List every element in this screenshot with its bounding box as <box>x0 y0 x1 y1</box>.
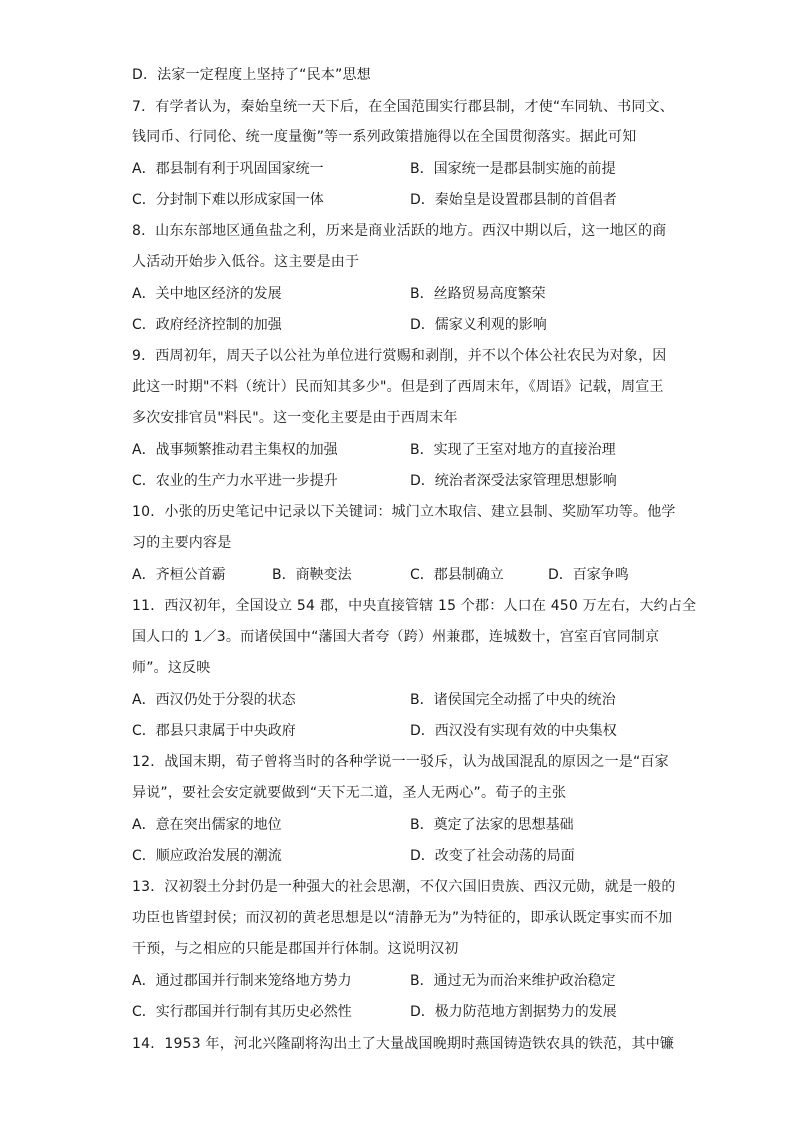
q8-option-c: C．政府经济控制的加强 <box>132 317 282 333</box>
q12-option-a: A．意在突出儒家的地位 <box>132 817 282 833</box>
q11-option-d: D．西汉没有实现有效的中央集权 <box>410 723 617 739</box>
q10-stem-line-2: 习的主要内容是 <box>132 535 232 551</box>
q9-option-b: B．实现了王室对地方的直接治理 <box>410 442 616 458</box>
q13-stem-line-2: 功臣也皆望封侯；而汉初的黄老思想是以“清静无为”为特征的，即承认既定事实而不加 <box>132 910 673 926</box>
q13-option-b: B．通过无为而治来维护政治稳定 <box>410 973 616 989</box>
q11-stem-line-1: 11．西汉初年，全国设立 54 郡，中央直接管辖 15 个郡：人口在 450 万左右，大约占全 <box>132 598 697 614</box>
q7-stem-line-2: 钱同币、行同伦、统一度量衡”等一系列政策措施得以在全国贯彻落实。据此可知 <box>132 129 637 145</box>
q12-stem-line-2: 异说”，要社会安定就要做到“天下无二道，圣人无两心”。荀子的主张 <box>132 785 567 801</box>
q9-option-c: C．农业的生产力水平进一步提升 <box>132 473 338 489</box>
q9-stem-line-3: 多次安排官员"料民"。这一变化主要是由于西周末年 <box>132 410 458 426</box>
q13-option-c: C．实行郡国并行制有其历史必然性 <box>132 1004 352 1020</box>
q11-stem-line-3: 师”。这反映 <box>132 660 211 676</box>
q11-option-a: A．西汉仍处于分裂的状态 <box>132 692 296 708</box>
q11-stem-line-2: 国人口的 1／3。而诸侯国中“藩国大者夸（跨）州兼郡，连城数十，宫室百官同制京 <box>132 629 660 645</box>
q10-option-d: D．百家争鸣 <box>548 567 629 583</box>
q13-stem-line-1: 13．汉初裂土分封仍是一种强大的社会思潮，不仅六国旧贵族、西汉元勋，就是一般的 <box>132 879 676 895</box>
q7-option-b: B．国家统一是郡县制实施的前提 <box>410 161 616 177</box>
q8-stem-line-1: 8．山东东部地区通鱼盐之利，历来是商业活跃的地方。西汉中期以后，这一地区的商 <box>132 223 667 239</box>
q12-option-c: C．顺应政治发展的潮流 <box>132 848 282 864</box>
q11-option-b: B．诸侯国完全动摇了中央的统治 <box>410 692 616 708</box>
q8-option-d: D．儒家义利观的影响 <box>410 317 547 333</box>
q12-option-d: D．改变了社会动荡的局面 <box>410 848 575 864</box>
q14-stem-line-1: 14．1953 年，河北兴隆副将沟出土了大量战国晚期时燕国铸造铁农具的铁范，其中镰 <box>132 1036 675 1052</box>
q9-stem-line-1: 9．西周初年，周天子以公社为单位进行赏赐和剥削，并不以个体公社农民为对象，因 <box>132 348 667 364</box>
q12-option-b: B．奠定了法家的思想基础 <box>410 817 574 833</box>
q8-option-a: A．关中地区经济的发展 <box>132 286 282 302</box>
q7-option-d: D．秦始皇是设置郡县制的首倡者 <box>410 192 617 208</box>
q11-option-c: C．郡县只隶属于中央政府 <box>132 723 296 739</box>
q13-stem-line-3: 干预，与之相应的只能是郡国并行体制。这说明汉初 <box>132 941 459 957</box>
q8-stem-line-2: 人活动开始步入低谷。这主要是由于 <box>132 254 360 270</box>
q6-option-d: D．法家一定程度上坚持了“民本”思想 <box>132 67 371 83</box>
q7-option-c: C．分封制下难以形成家国一体 <box>132 192 324 208</box>
q13-option-d: D．极力防范地方割据势力的发展 <box>410 1004 617 1020</box>
q8-option-b: B．丝路贸易高度繁荣 <box>410 286 546 302</box>
q9-option-a: A．战事频繁推动君主集权的加强 <box>132 442 338 458</box>
q9-stem-line-2: 此这一时期"不料（统计）民而知其多少"。但是到了西周末年，《周语》记载，周宣王 <box>132 379 664 395</box>
q13-option-a: A．通过郡国并行制来笼络地方势力 <box>132 973 352 989</box>
q12-stem-line-1: 12．战国末期，荀子曾将当时的各种学说一一驳斥，认为战国混乱的原因之一是“百家 <box>132 754 669 770</box>
q10-option-a: A．齐桓公首霸 <box>132 567 226 583</box>
q10-stem-line-1: 10．小张的历史笔记中记录以下关键词：城门立木取信、建立县制、奖励军功等。他学 <box>132 504 676 520</box>
q9-option-d: D．统治者深受法家管理思想影响 <box>410 473 617 489</box>
q7-option-a: A．郡县制有利于巩固国家统一 <box>132 161 324 177</box>
q10-option-b: B．商鞅变法 <box>272 567 352 583</box>
q10-option-c: C．郡县制确立 <box>410 567 504 583</box>
q7-stem-line-1: 7．有学者认为，秦始皇统一天下后，在全国范围实行郡县制，才使“车同轨、书同文、 <box>132 99 674 115</box>
